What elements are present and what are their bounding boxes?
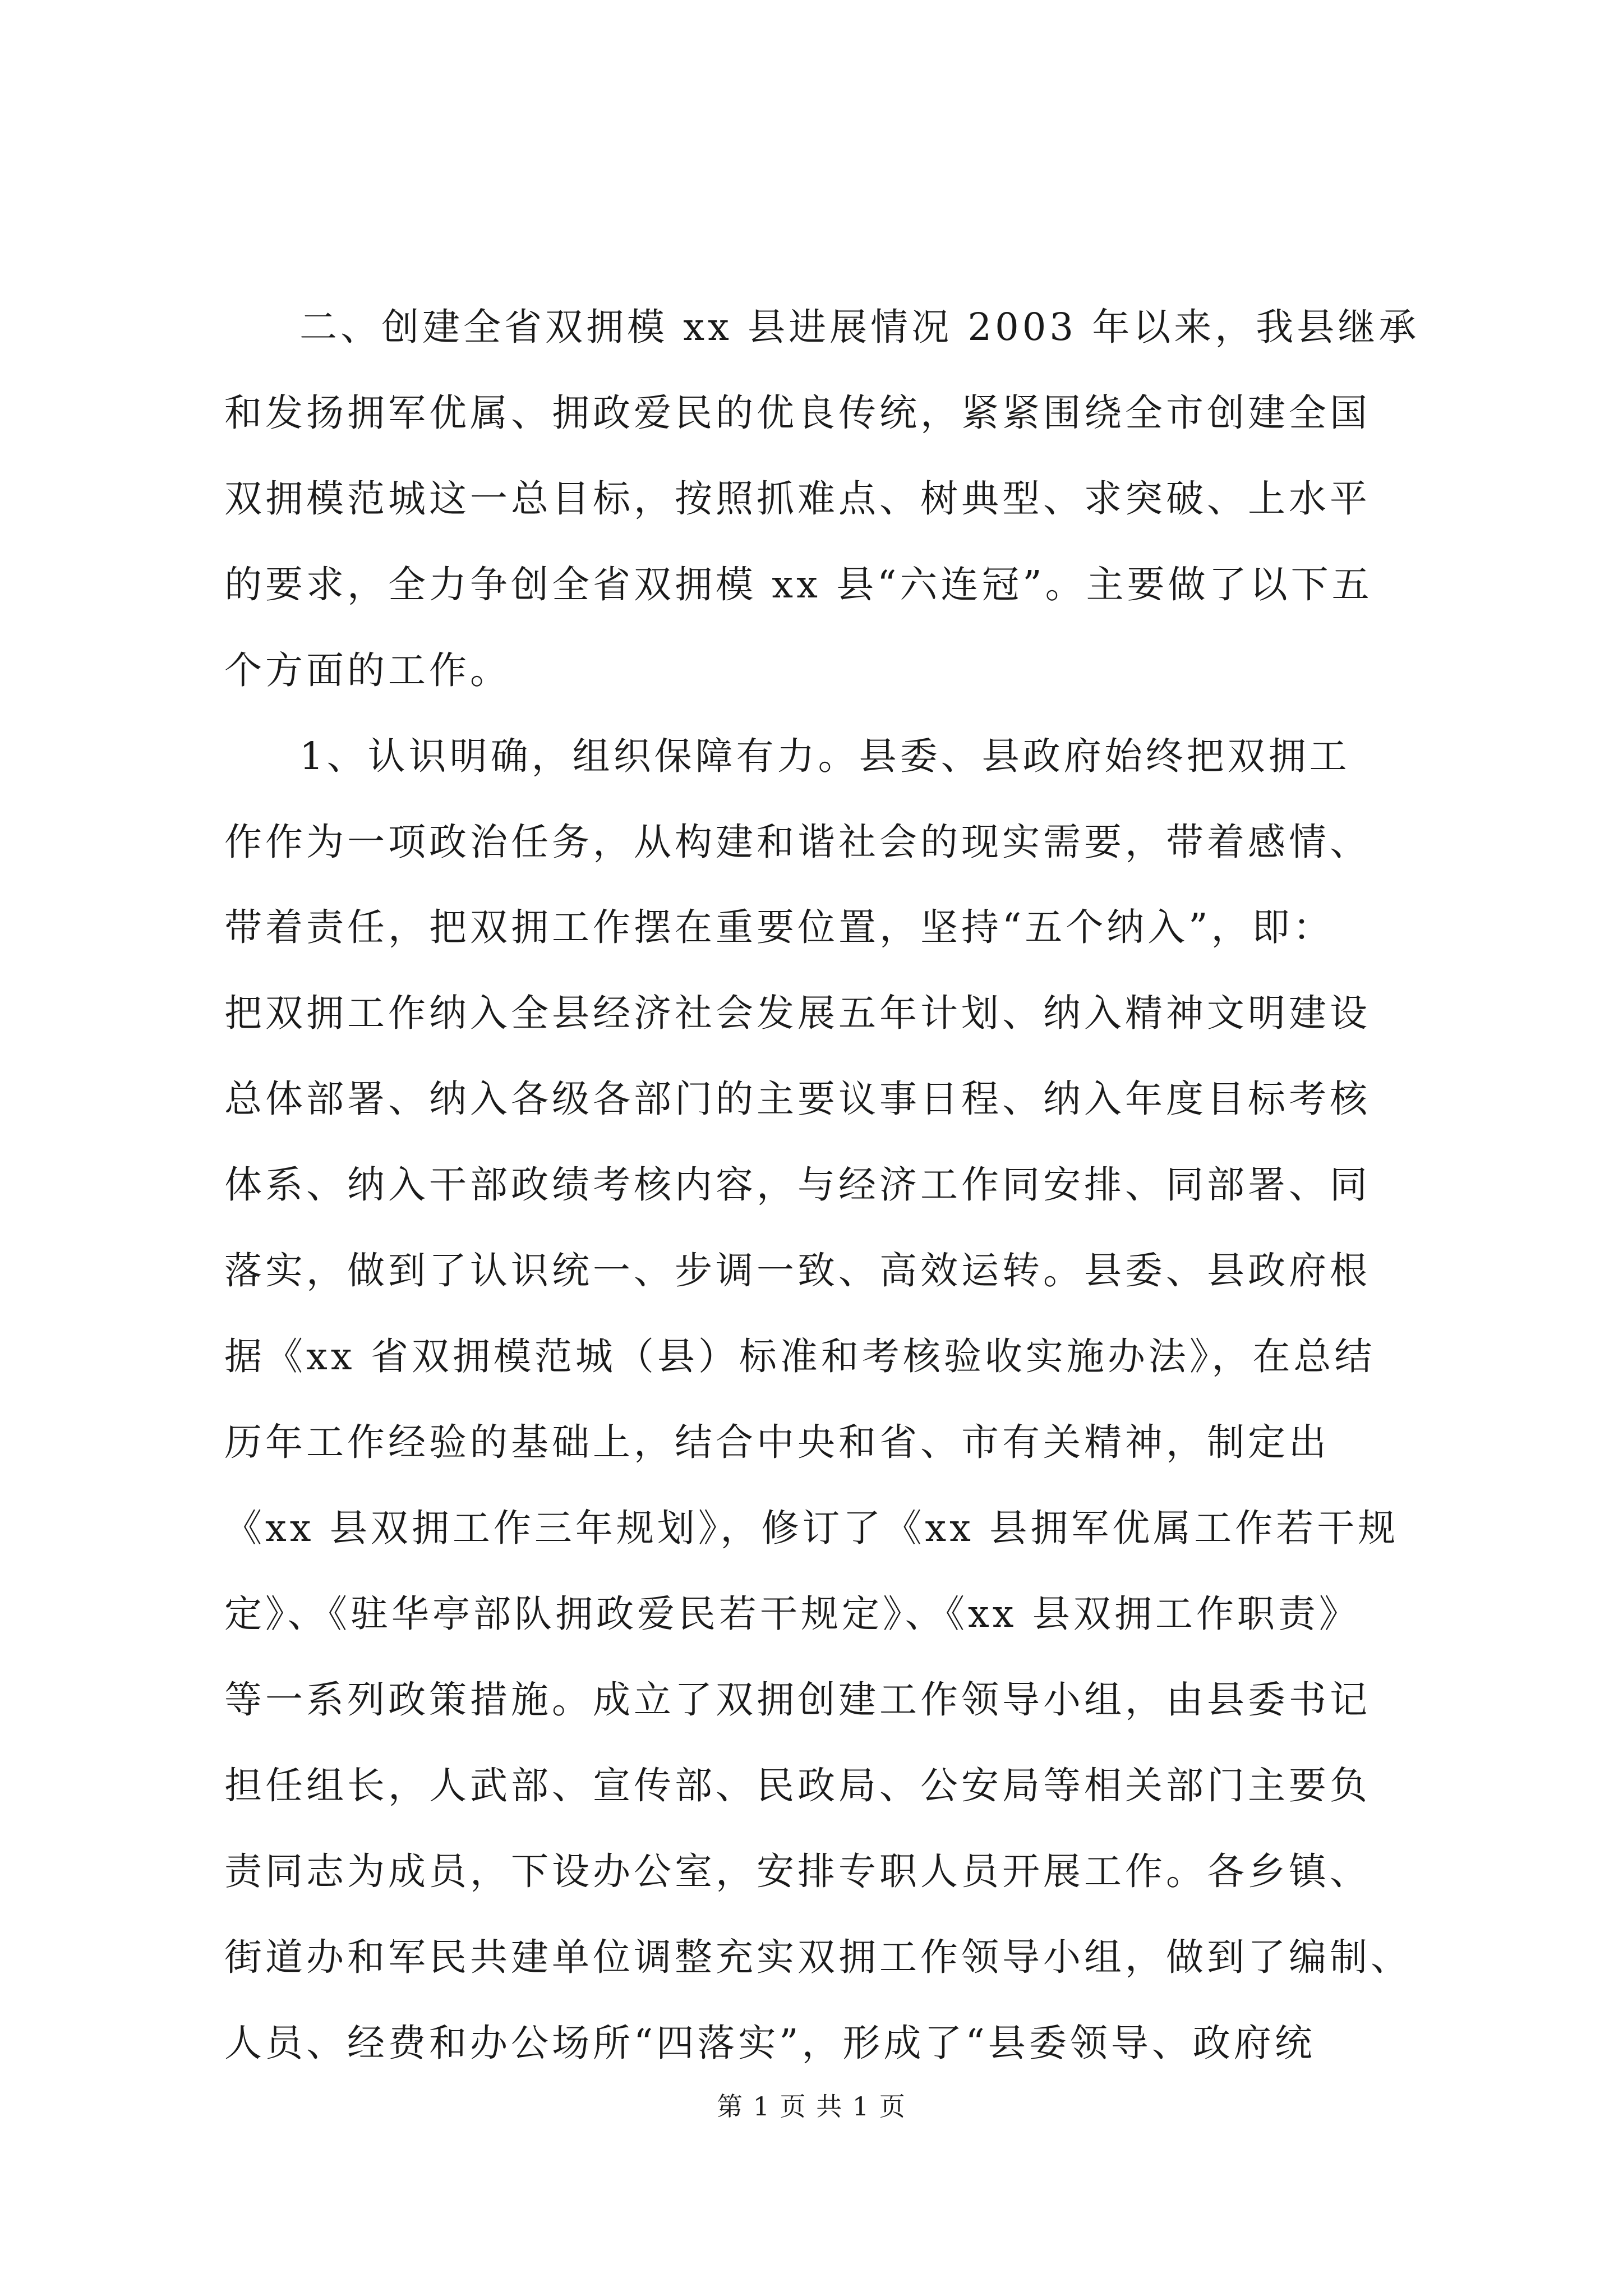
body-line: 人员、经费和办公场所“四落实”，形成了“县委领导、政府统	[224, 2021, 1316, 2065]
body-line: 《xx 县双拥工作三年规划》，修订了《xx 县拥军优属工作若干规	[224, 1506, 1399, 1550]
body-line: 1、认识明确，组织保障有力。县委、县政府始终把双拥工	[299, 734, 1350, 778]
body-line: 街道办和军民共建单位调整充实双拥工作领导小组，做到了编制、	[224, 1935, 1412, 1979]
body-line: 作作为一项政治任务，从构建和谐社会的现实需要，带着感情、	[224, 820, 1371, 864]
body-line: 个方面的工作。	[224, 648, 511, 692]
body-line: 据《xx 省双拥模范城（县）标准和考核验收实施办法》，在总结	[224, 1335, 1376, 1378]
body-line: 把双拥工作纳入全县经济社会发展五年计划、纳入精神文明建设	[224, 991, 1371, 1035]
body-line: 双拥模范城这一总目标，按照抓难点、树典型、求突破、上水平	[224, 477, 1371, 521]
body-line: 责同志为成员，下设办公室，安排专职人员开展工作。各乡镇、	[224, 1849, 1371, 1893]
body-line: 二、创建全省双拥模 xx 县进展情况 2003 年以来，我县继承	[299, 305, 1420, 349]
page-number-footer: 第 1 页 共 1 页	[717, 2091, 906, 2122]
body-line: 总体部署、纳入各级各部门的主要议事日程、纳入年度目标考核	[224, 1077, 1371, 1121]
body-line: 定》、《驻华亭部队拥政爱民若干规定》、《xx 县双拥工作职责》	[224, 1592, 1360, 1636]
body-line: 带着责任，把双拥工作摆在重要位置，坚持“五个纳入”，即：	[224, 905, 1334, 949]
body-line: 和发扬拥军优属、拥政爱民的优良传统，紧紧围绕全市创建全国	[224, 391, 1371, 435]
body-line: 担任组长，人武部、宣传部、民政局、公安局等相关部门主要负	[224, 1764, 1371, 1807]
body-line: 历年工作经验的基础上，结合中央和省、市有关精神，制定出	[224, 1420, 1330, 1464]
body-line: 的要求，全力争创全省双拥模 xx 县“六连冠”。主要做了以下五	[224, 563, 1373, 606]
body-line: 落实，做到了认识统一、步调一致、高效运转。县委、县政府根	[224, 1249, 1371, 1292]
body-line: 体系、纳入干部政绩考核内容，与经济工作同安排、同部署、同	[224, 1163, 1371, 1207]
body-line: 等一系列政策措施。成立了双拥创建工作领导小组，由县委书记	[224, 1678, 1371, 1722]
